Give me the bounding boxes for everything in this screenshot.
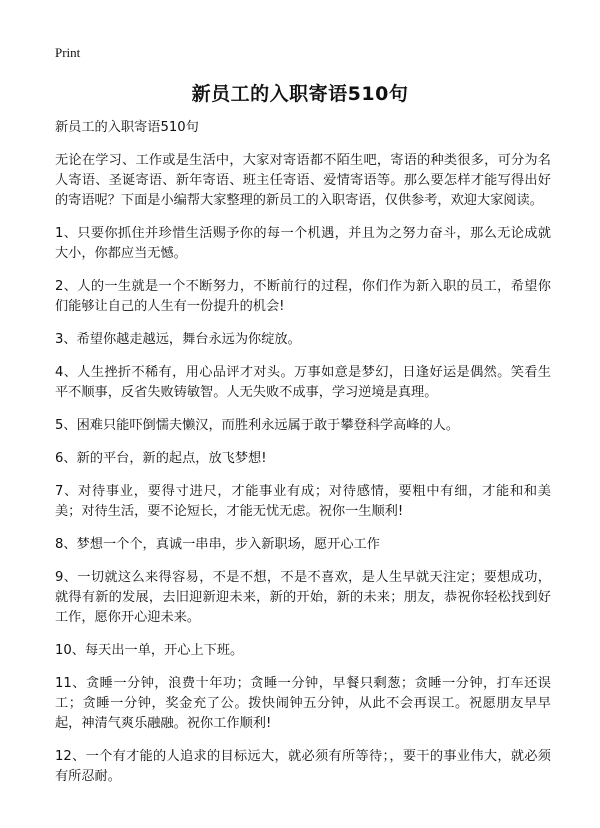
list-item: 11、贪睡一分钟，浪费十年功；贪睡一分钟，早餐只剩葱；贪睡一分钟，打车还误工；贪睡一分钟，奖金充了公。拨快闹钟五分钟，从此不会再误工。祝愿朋友早早起，神清气爽乐融融。祝你工作顺利! (55, 676, 551, 731)
list-item: 8、梦想一个个，真诚一串串，步入新职场，愿开心工作 (55, 537, 380, 552)
list-item: 7、对待事业，要得寸进尺，才能事业有成；对待感情，要粗中有细，才能和和美美；对待生活，要不论短长，才能无忧无虑。祝你一生顺利! (55, 484, 551, 519)
list-item: 9、一切就这么来得容易，不是不想，不是不喜欢，是人生早就天注定；要想成功，就得有新的发展，去旧迎新迎未来，新的开始，新的未来；朋友，恭祝你轻松找到好工作，愿你开心迎未来。 (55, 570, 551, 625)
list-item: 12、一个有才能的人追求的目标远大，就必须有所等待；，要干的事业伟大，就必须有所忍耐。 (55, 749, 551, 784)
list-item: 5、困难只能吓倒懦夫懒汉，而胜利永远属于敢于攀登科学高峰的人。 (55, 418, 460, 433)
list-item: 4、人生挫折不稀有，用心品评才对头。万事如意是梦幻，日逢好运是偶然。笑看生平不顺事，反省失败铸敏智。人无失败不成事，学习逆境是真理。 (55, 365, 551, 400)
list-item: 10、每天出一单，开心上下班。 (55, 643, 244, 658)
list-item: 3、希望你越走越远，舞台永远为你绽放。 (55, 332, 301, 347)
intro-paragraph: 无论在学习、工作或是生活中，大家对寄语都不陌生吧，寄语的种类很多，可分为名人寄语、圣诞寄语、新年寄语、班主任寄语、爱情寄语等。那么要怎样才能写得出好的寄语呢？下面是小编帮大家整理的新员工的入职寄语，仅供参考，欢迎大家阅读。 (55, 153, 551, 208)
list-item: 6、新的平台，新的起点，放飞梦想! (55, 451, 267, 466)
article-body (55, 118, 551, 800)
article-subtitle: 新员工的入职寄语510句 (55, 120, 199, 135)
list-item: 1、只要你抓住并珍惜生活赐予你的每一个机遇，并且为之努力奋斗，那么无论成就大小，你都应当无憾。 (55, 226, 551, 261)
print-link[interactable]: Print (55, 45, 81, 60)
list-item: 2、人的一生就是一个不断努力，不断前行的过程，你们作为新入职的员工，希望你们能够让自己的人生有一份提升的机会! (55, 279, 551, 314)
page-title: 新员工的入职寄语510句 (191, 83, 409, 105)
